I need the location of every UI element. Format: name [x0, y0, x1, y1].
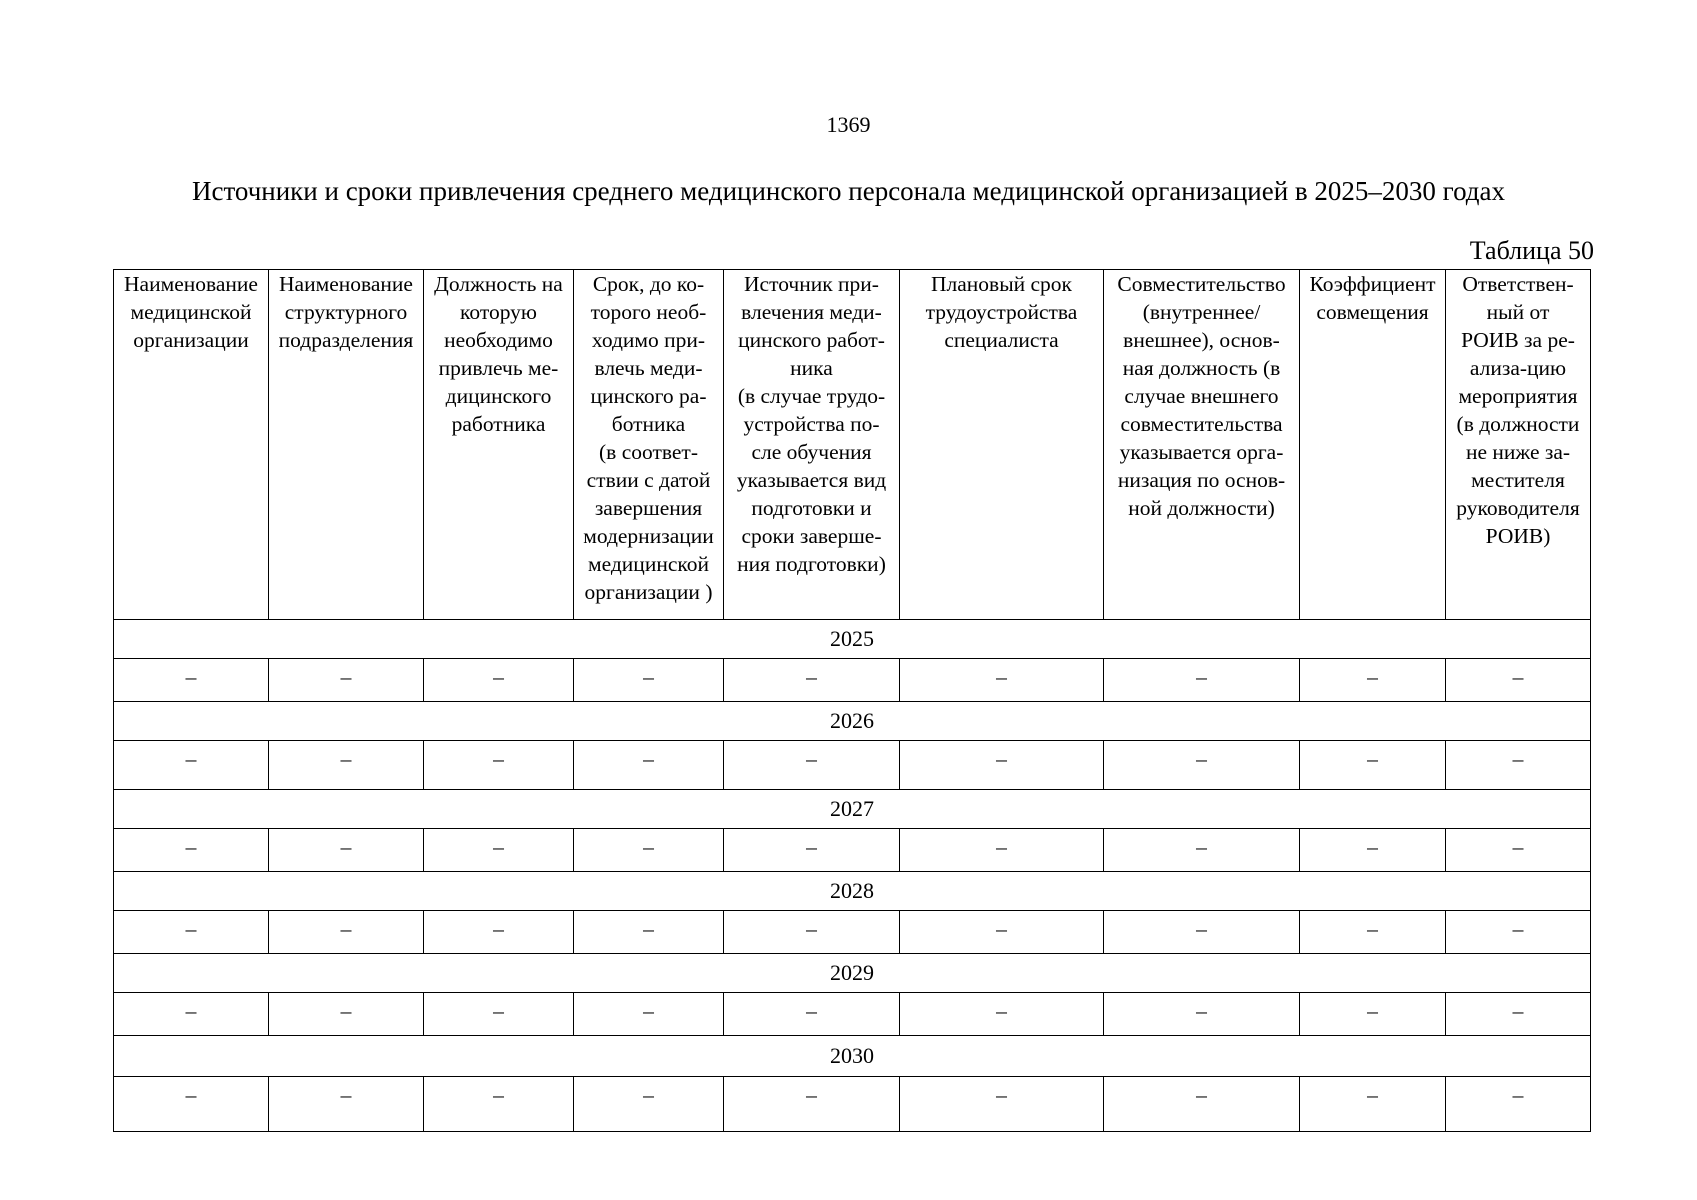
table-cell: – — [724, 829, 900, 872]
table-cell: – — [574, 1077, 724, 1132]
year-row — [114, 1036, 1591, 1077]
table-cell: – — [900, 993, 1104, 1036]
year-row — [114, 872, 1591, 911]
header-cell: Наименование структурного подразделения — [269, 270, 424, 620]
table-cell: – — [114, 741, 269, 790]
header-cell: Коэффициент совмещения — [1300, 270, 1446, 620]
table-cell: – — [114, 659, 269, 702]
table-cell: – — [1300, 911, 1446, 954]
header-row — [114, 270, 1591, 620]
table-cell: – — [269, 659, 424, 702]
table-cell: – — [900, 659, 1104, 702]
table-cell: – — [424, 659, 574, 702]
table-cell: – — [269, 829, 424, 872]
year-cell: 2029 — [114, 954, 1591, 993]
table-cell: – — [1104, 993, 1300, 1036]
document-title: Источники и сроки привлечения среднего медицинского персонала медицинской организацией в 2025–2030 годах — [191, 176, 1506, 206]
header-cell: Источник при- влечения меди- цинского работ- ника (в случае трудо- устройства по- сле обучения указывается вид подготовки и сроки заверше- ния подготовки) — [724, 270, 900, 620]
table-cell: – — [1104, 1077, 1300, 1132]
table-cell: – — [574, 993, 724, 1036]
table-cell: – — [1300, 993, 1446, 1036]
table-cell: – — [1104, 659, 1300, 702]
header-cell: Срок, до ко- торого необ- ходимо при- влечь меди- цинского ра- ботника (в соответ- ствии с датой завершения модернизации медицинской организации ) — [574, 270, 724, 620]
year-cell: 2025 — [114, 620, 1591, 659]
year-row — [114, 954, 1591, 993]
table-cell: – — [114, 829, 269, 872]
table-cell: – — [269, 993, 424, 1036]
year-row — [114, 620, 1591, 659]
page-number: 1369 — [826, 112, 871, 137]
table-cell: – — [114, 1077, 269, 1132]
table-row — [114, 659, 1591, 702]
table-cell: – — [1300, 829, 1446, 872]
table-cell: – — [724, 741, 900, 790]
table-cell: – — [1300, 659, 1446, 702]
table-cell: – — [574, 829, 724, 872]
table-cell: – — [114, 911, 269, 954]
table-cell: – — [1300, 1077, 1446, 1132]
table-cell: – — [424, 911, 574, 954]
table-cell: – — [1104, 911, 1300, 954]
table-cell: – — [424, 829, 574, 872]
staffing-table — [113, 269, 1591, 1132]
table-cell: – — [1446, 741, 1591, 790]
table-row — [114, 741, 1591, 790]
table-cell: – — [1446, 659, 1591, 702]
header-cell: Должность на которую необходимо привлечь ме- дицинского работника — [424, 270, 574, 620]
year-cell: 2026 — [114, 702, 1591, 741]
table-cell: – — [424, 993, 574, 1036]
year-row — [114, 702, 1591, 741]
table-cell: – — [900, 829, 1104, 872]
table-label: Таблица 50 — [1469, 236, 1594, 265]
table-cell: – — [424, 1077, 574, 1132]
table-cell: – — [1446, 1077, 1591, 1132]
table-cell: – — [574, 911, 724, 954]
table-cell: – — [900, 1077, 1104, 1132]
table-cell: – — [1446, 911, 1591, 954]
table-row — [114, 829, 1591, 872]
table-cell: – — [269, 741, 424, 790]
header-cell: Наименование медицинской организации — [114, 270, 269, 620]
header-cell: Плановый срок трудоустройства специалиста — [900, 270, 1104, 620]
table-cell: – — [1104, 829, 1300, 872]
table-cell: – — [900, 741, 1104, 790]
table-cell: – — [424, 741, 574, 790]
table-cell: – — [1446, 993, 1591, 1036]
year-row — [114, 790, 1591, 829]
table-cell: – — [114, 993, 269, 1036]
table-cell: – — [574, 741, 724, 790]
table-cell: – — [574, 659, 724, 702]
year-cell: 2027 — [114, 790, 1591, 829]
table-cell: – — [269, 911, 424, 954]
table-cell: – — [724, 659, 900, 702]
table-row — [114, 1077, 1591, 1132]
year-cell: 2028 — [114, 872, 1591, 911]
table-row — [114, 911, 1591, 954]
table-cell: – — [724, 911, 900, 954]
table-cell: – — [1300, 741, 1446, 790]
table-cell: – — [724, 1077, 900, 1132]
table-row — [114, 993, 1591, 1036]
year-cell: 2030 — [114, 1036, 1591, 1077]
table-cell: – — [900, 911, 1104, 954]
table-cell: – — [269, 1077, 424, 1132]
table-cell: – — [1104, 741, 1300, 790]
table-cell: – — [1446, 829, 1591, 872]
header-cell: Ответствен- ный от РОИВ за ре- ализа-цию мероприятия (в должности не ниже за- местителя руководителя РОИВ) — [1446, 270, 1591, 620]
header-cell: Совместительство (внутреннее/ внешнее), основ- ная должность (в случае внешнего совместительства указывается орга- низация по основ- ной должности) — [1104, 270, 1300, 620]
table-cell: – — [724, 993, 900, 1036]
